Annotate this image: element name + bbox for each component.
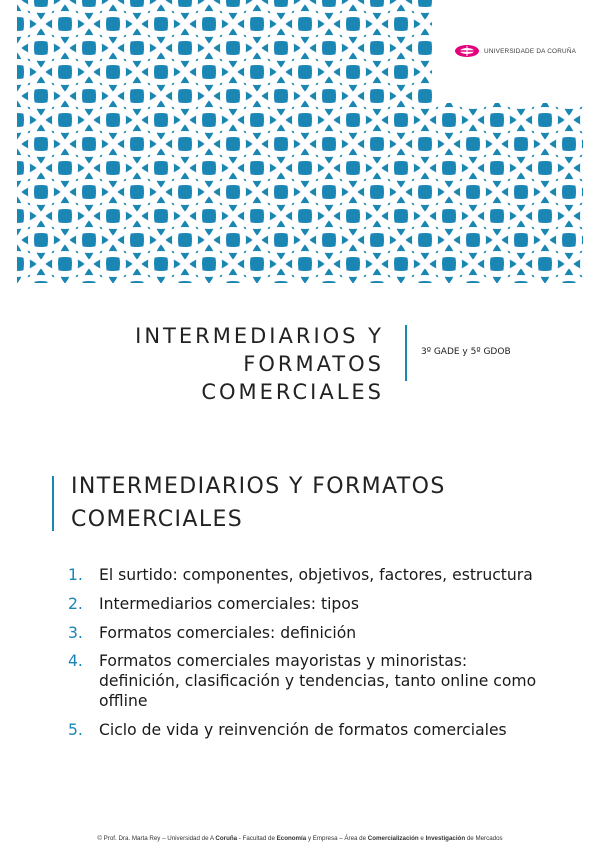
university-emblem-icon (454, 44, 480, 58)
footer-bold: Investigación (425, 835, 466, 842)
course-label: 3º GADE y 5º GDOB (421, 347, 511, 357)
footer-text: e (418, 835, 426, 842)
list-item (68, 624, 538, 644)
item-text: Ciclo de vida y reinvención de formatos comerciales (99, 720, 507, 739)
item-text: Formatos comerciales: definición (99, 623, 357, 642)
item-number: 4. (68, 652, 83, 671)
list-item (68, 566, 538, 586)
footer-bold: Comercialización (367, 835, 419, 842)
section-title-line1: INTERMEDIARIOS Y FORMATOS (71, 474, 446, 499)
footer-bold: Coruña (215, 835, 238, 842)
list-item (68, 595, 538, 615)
footer-text: © Prof. Dra. Marta Rey – Universidad de A (97, 835, 216, 842)
item-text: El surtido: componentes, objetivos, factores, estructura (99, 566, 533, 584)
list-item (68, 721, 538, 741)
cover-divider (405, 325, 407, 381)
footer-text: - Facultad de (237, 835, 277, 842)
footer-bold: Economía (276, 835, 307, 842)
item-number: 5. (68, 720, 83, 739)
item-text: Intermediarios comerciales: tipos (99, 594, 359, 613)
footer-credit (0, 835, 600, 842)
agenda-list (68, 566, 538, 750)
list-item (68, 652, 538, 711)
item-number: 1. (68, 566, 83, 584)
cover-title (40, 322, 384, 406)
cover-title-line1: INTERMEDIARIOS Y FORMATOS (135, 324, 384, 376)
item-text: Formatos comerciales mayoristas y minoristas: definición, clasificación y tendencias, tanto online como offline (99, 652, 537, 710)
item-number: 3. (68, 623, 83, 642)
section-title (71, 470, 446, 536)
cover-title-line2: COMERCIALES (201, 380, 384, 404)
footer-text: de Mercados (465, 835, 503, 842)
university-logo (454, 44, 576, 58)
footer-text: y Empresa – Área de (306, 835, 368, 842)
section-title-line2: COMERCIALES (71, 507, 244, 532)
section-accent-bar (52, 476, 54, 531)
item-number: 2. (68, 594, 83, 613)
university-name: UNIVERSIDADE DA CORUÑA (484, 47, 577, 55)
